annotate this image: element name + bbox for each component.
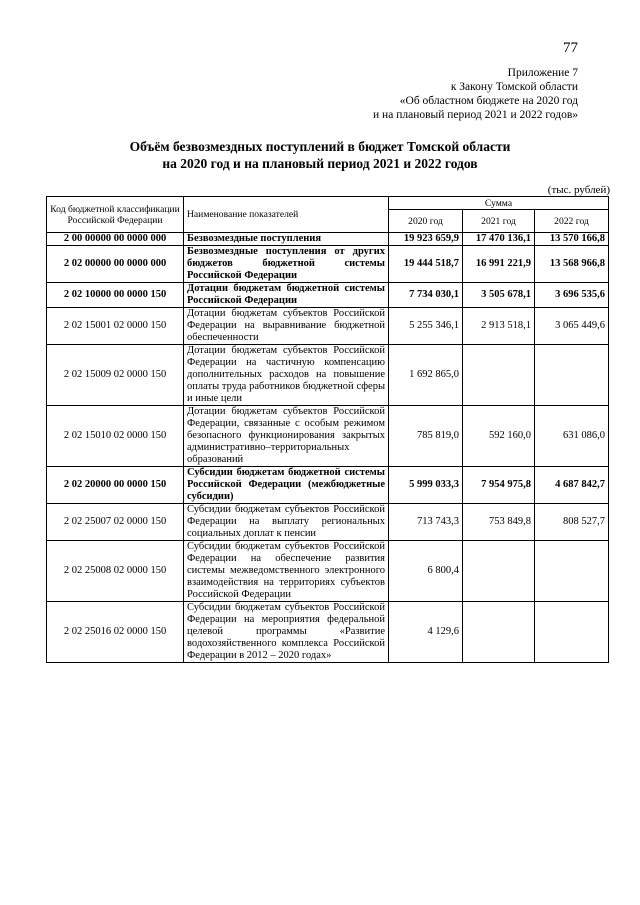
- row-value-2022: 631 086,0: [535, 406, 609, 467]
- row-name: Субсидии бюджетам субъектов Российской Федерации на мероприятия федеральной целевой программы «Развитие водохозяйственного комплекса Российской Федерации в 2012 – 2020 годах»: [184, 602, 389, 663]
- row-code: 2 02 00000 00 0000 000: [47, 246, 184, 283]
- row-value-2020: 5 999 033,3: [389, 467, 463, 504]
- row-value-2020: 19 444 518,7: [389, 246, 463, 283]
- row-value-2021: 753 849,8: [463, 504, 535, 541]
- header-year-2021: 2021 год: [463, 210, 535, 233]
- row-name: Дотации бюджетам субъектов Российской Федерации на частичную компенсацию дополнительных расходов на повышение оплаты труда работников бюджетной сферы и иные цели: [184, 345, 389, 406]
- row-value-2021: 17 470 136,1: [463, 233, 535, 246]
- table-row: [47, 308, 609, 345]
- row-value-2020: 1 692 865,0: [389, 345, 463, 406]
- table-row: [47, 406, 609, 467]
- row-value-2020: 19 923 659,9: [389, 233, 463, 246]
- row-value-2022: [535, 541, 609, 602]
- row-value-2022: 3 065 449,6: [535, 308, 609, 345]
- budget-table: [46, 196, 609, 663]
- row-value-2022: [535, 345, 609, 406]
- row-value-2020: 7 734 030,1: [389, 283, 463, 308]
- row-value-2020: 4 129,6: [389, 602, 463, 663]
- row-code: 2 00 00000 00 0000 000: [47, 233, 184, 246]
- units-label: (тыс. рублей): [547, 184, 610, 196]
- row-code: 2 02 25007 02 0000 150: [47, 504, 184, 541]
- row-name: Дотации бюджетам бюджетной системы Российской Федерации: [184, 283, 389, 308]
- header-code: Код бюджетной классификации Российской Федерации: [47, 197, 184, 233]
- row-code: 2 02 15010 02 0000 150: [47, 406, 184, 467]
- row-name: Субсидии бюджетам субъектов Российской Федерации на обеспечение развития системы межведомственного электронного взаимодействия на территориях субъектов Российской Федерации: [184, 541, 389, 602]
- table-row: [47, 345, 609, 406]
- table-row: [47, 467, 609, 504]
- row-code: 2 02 15001 02 0000 150: [47, 308, 184, 345]
- table-row: [47, 541, 609, 602]
- appendix-line: к Закону Томской области: [450, 81, 578, 93]
- table-row: [47, 602, 609, 663]
- header-name: Наименование показателей: [184, 197, 389, 233]
- row-value-2020: 785 819,0: [389, 406, 463, 467]
- row-name: Безвозмездные поступления от других бюджетов бюджетной системы Российской Федерации: [184, 246, 389, 283]
- table-row: [47, 246, 609, 283]
- row-code: 2 02 10000 00 0000 150: [47, 283, 184, 308]
- row-value-2020: 5 255 346,1: [389, 308, 463, 345]
- row-name: Субсидии бюджетам бюджетной системы Российской Федерации (межбюджетные субсидии): [184, 467, 389, 504]
- appendix-line: Приложение 7: [507, 67, 578, 79]
- row-value-2020: 713 743,3: [389, 504, 463, 541]
- header-year-2020: 2020 год: [389, 210, 463, 233]
- document-title-line: на 2020 год и на плановый период 2021 и 2022 годов: [162, 156, 478, 171]
- row-value-2022: 13 568 966,8: [535, 246, 609, 283]
- row-value-2022: 4 687 842,7: [535, 467, 609, 504]
- row-value-2020: 6 800,4: [389, 541, 463, 602]
- row-value-2022: [535, 602, 609, 663]
- table-row: [47, 283, 609, 308]
- row-code: 2 02 25008 02 0000 150: [47, 541, 184, 602]
- row-name: Дотации бюджетам субъектов Российской Федерации, связанные с особым режимом безопасного функционирования закрытых административно–территориальных образований: [184, 406, 389, 467]
- header-sum: Сумма: [389, 197, 609, 210]
- appendix-line: «Об областном бюджете на 2020 год: [399, 95, 578, 107]
- row-value-2021: [463, 541, 535, 602]
- row-code: 2 02 25016 02 0000 150: [47, 602, 184, 663]
- row-value-2021: 3 505 678,1: [463, 283, 535, 308]
- appendix-caption: [373, 66, 578, 122]
- row-value-2021: 7 954 975,8: [463, 467, 535, 504]
- document-title: [40, 138, 600, 172]
- page-number: 77: [563, 40, 578, 56]
- row-value-2021: 16 991 221,9: [463, 246, 535, 283]
- row-name: Безвозмездные поступления: [184, 233, 389, 246]
- row-value-2022: 13 570 166,8: [535, 233, 609, 246]
- row-value-2021: 592 160,0: [463, 406, 535, 467]
- row-value-2021: [463, 345, 535, 406]
- row-value-2021: [463, 602, 535, 663]
- row-code: 2 02 20000 00 0000 150: [47, 467, 184, 504]
- row-code: 2 02 15009 02 0000 150: [47, 345, 184, 406]
- appendix-line: и на плановый период 2021 и 2022 годов»: [373, 109, 578, 121]
- row-name: Дотации бюджетам субъектов Российской Федерации на выравнивание бюджетной обеспеченности: [184, 308, 389, 345]
- table-row: [47, 233, 609, 246]
- document-title-line: Объём безвозмездных поступлений в бюджет Томской области: [129, 139, 511, 154]
- table-row: [47, 504, 609, 541]
- row-value-2022: 3 696 535,6: [535, 283, 609, 308]
- row-name: Субсидии бюджетам субъектов Российской Федерации на выплату региональных социальных доплат к пенсии: [184, 504, 389, 541]
- row-value-2021: 2 913 518,1: [463, 308, 535, 345]
- row-value-2022: 808 527,7: [535, 504, 609, 541]
- header-year-2022: 2022 год: [535, 210, 609, 233]
